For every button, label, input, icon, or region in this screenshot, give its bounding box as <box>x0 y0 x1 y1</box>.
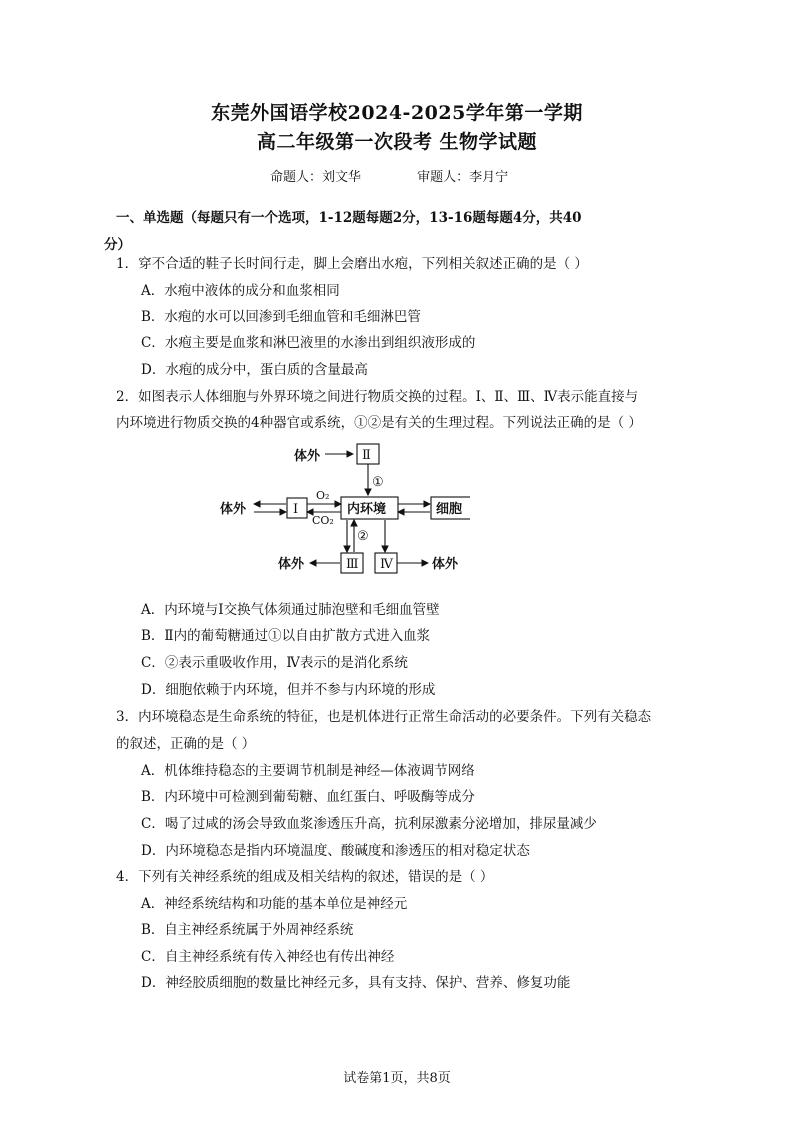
question-3-stem-line1: 3．内环境稳态是生命系统的特征，也是机体进行正常生命活动的必要条件。下列有关稳态 <box>116 709 652 725</box>
material-exchange-diagram <box>210 440 470 585</box>
author-label: 命题人：刘文华 <box>270 170 362 185</box>
question-2-option-c: C．②表示重吸收作用，Ⅳ表示的是消化系统 <box>141 655 408 671</box>
label-box-iii: Ⅲ <box>346 557 359 572</box>
question-1-option-d: D．水疱的成分中，蛋白质的含量最高 <box>141 362 368 378</box>
reviewer-label: 审题人：李月宁 <box>417 170 509 185</box>
exam-title-line1: 东莞外国语学校2024-2025学年第一学期 <box>211 102 583 124</box>
page-footer: 试卷第1页，共8页 <box>343 1071 451 1086</box>
question-2-stem-line2: 内环境进行物质交换的4种器官或系统，①②是有关的生理过程。下列说法正确的是（ ） <box>116 415 642 431</box>
question-2-option-d: D．细胞依赖于内环境，但并不参与内环境的形成 <box>141 682 436 698</box>
label-outside-left: 体外 <box>220 502 247 517</box>
question-3-option-a: A．机体维持稳态的主要调节机制是神经—体液调节网络 <box>141 763 475 779</box>
question-2-option-b: B．Ⅱ内的葡萄糖通过①以自由扩散方式进入血浆 <box>141 628 431 644</box>
question-3-option-d: D．内环境稳态是指内环境温度、酸碱度和渗透压的相对稳定状态 <box>141 843 530 859</box>
label-outside-top: 体外 <box>294 449 321 464</box>
section-heading-line2: 分） <box>104 237 131 253</box>
question-4-option-c: C．自主神经系统有传入神经也有传出神经 <box>141 949 395 965</box>
question-2-option-a: A．内环境与Ⅰ交换气体须通过肺泡壁和毛细血管壁 <box>141 602 440 618</box>
question-1-option-b: B．水疱的水可以回渗到毛细血管和毛细淋巴管 <box>141 309 421 325</box>
question-4-option-b: B．自主神经系统属于外周神经系统 <box>141 922 354 938</box>
question-4-option-a: A．神经系统结构和功能的基本单位是神经元 <box>141 896 408 912</box>
label-box-ii: Ⅱ <box>362 448 371 463</box>
authors-line <box>270 166 560 185</box>
label-outside-bottom-right: 体外 <box>432 557 459 572</box>
question-4-option-d: D．神经胶质细胞的数量比神经元多，具有支持、保护、营养、修复功能 <box>141 975 571 991</box>
question-1-option-c: C．水疱主要是血浆和淋巴液里的水渗出到组织液形成的 <box>141 335 476 351</box>
label-co2: CO₂ <box>312 514 334 527</box>
label-o2: O₂ <box>316 489 330 502</box>
label-box-i: Ⅰ <box>293 502 299 517</box>
exam-title-line2: 高二年级第一次段考 生物学试题 <box>256 131 538 153</box>
question-3-option-c: C．喝了过咸的汤会导致血浆渗透压升高，抗利尿激素分泌增加，排尿量减少 <box>141 816 597 832</box>
question-1-stem: 1．穿不合适的鞋子长时间行走，脚上会磨出水疱，下列相关叙述正确的是（ ） <box>116 256 588 272</box>
question-2-stem-line1: 2．如图表示人体细胞与外界环境之间进行物质交换的过程。Ⅰ、Ⅱ、Ⅲ、Ⅳ表示能直接与 <box>116 389 639 405</box>
label-circle-2: ② <box>357 529 369 544</box>
question-4-stem: 4．下列有关神经系统的组成及相关结构的叙述，错误的是（ ） <box>116 869 494 885</box>
section-heading-line1: 一、单选题（每题只有一个选项，1-12题每题2分，13-16题每题4分，共40 <box>116 210 582 226</box>
label-outside-bottom-left: 体外 <box>278 557 305 572</box>
label-internal-env: 内环境 <box>347 502 387 517</box>
label-cell: 细胞 <box>436 502 463 517</box>
label-circle-1: ① <box>372 475 384 490</box>
question-1-option-a: A．水疱中液体的成分和血浆相同 <box>141 283 340 299</box>
question-3-option-b: B．内环境中可检测到葡萄糖、血红蛋白、呼吸酶等成分 <box>141 789 475 805</box>
label-box-iv: Ⅳ <box>380 557 393 572</box>
question-3-stem-line2: 的叙述，正确的是（ ） <box>116 736 256 752</box>
